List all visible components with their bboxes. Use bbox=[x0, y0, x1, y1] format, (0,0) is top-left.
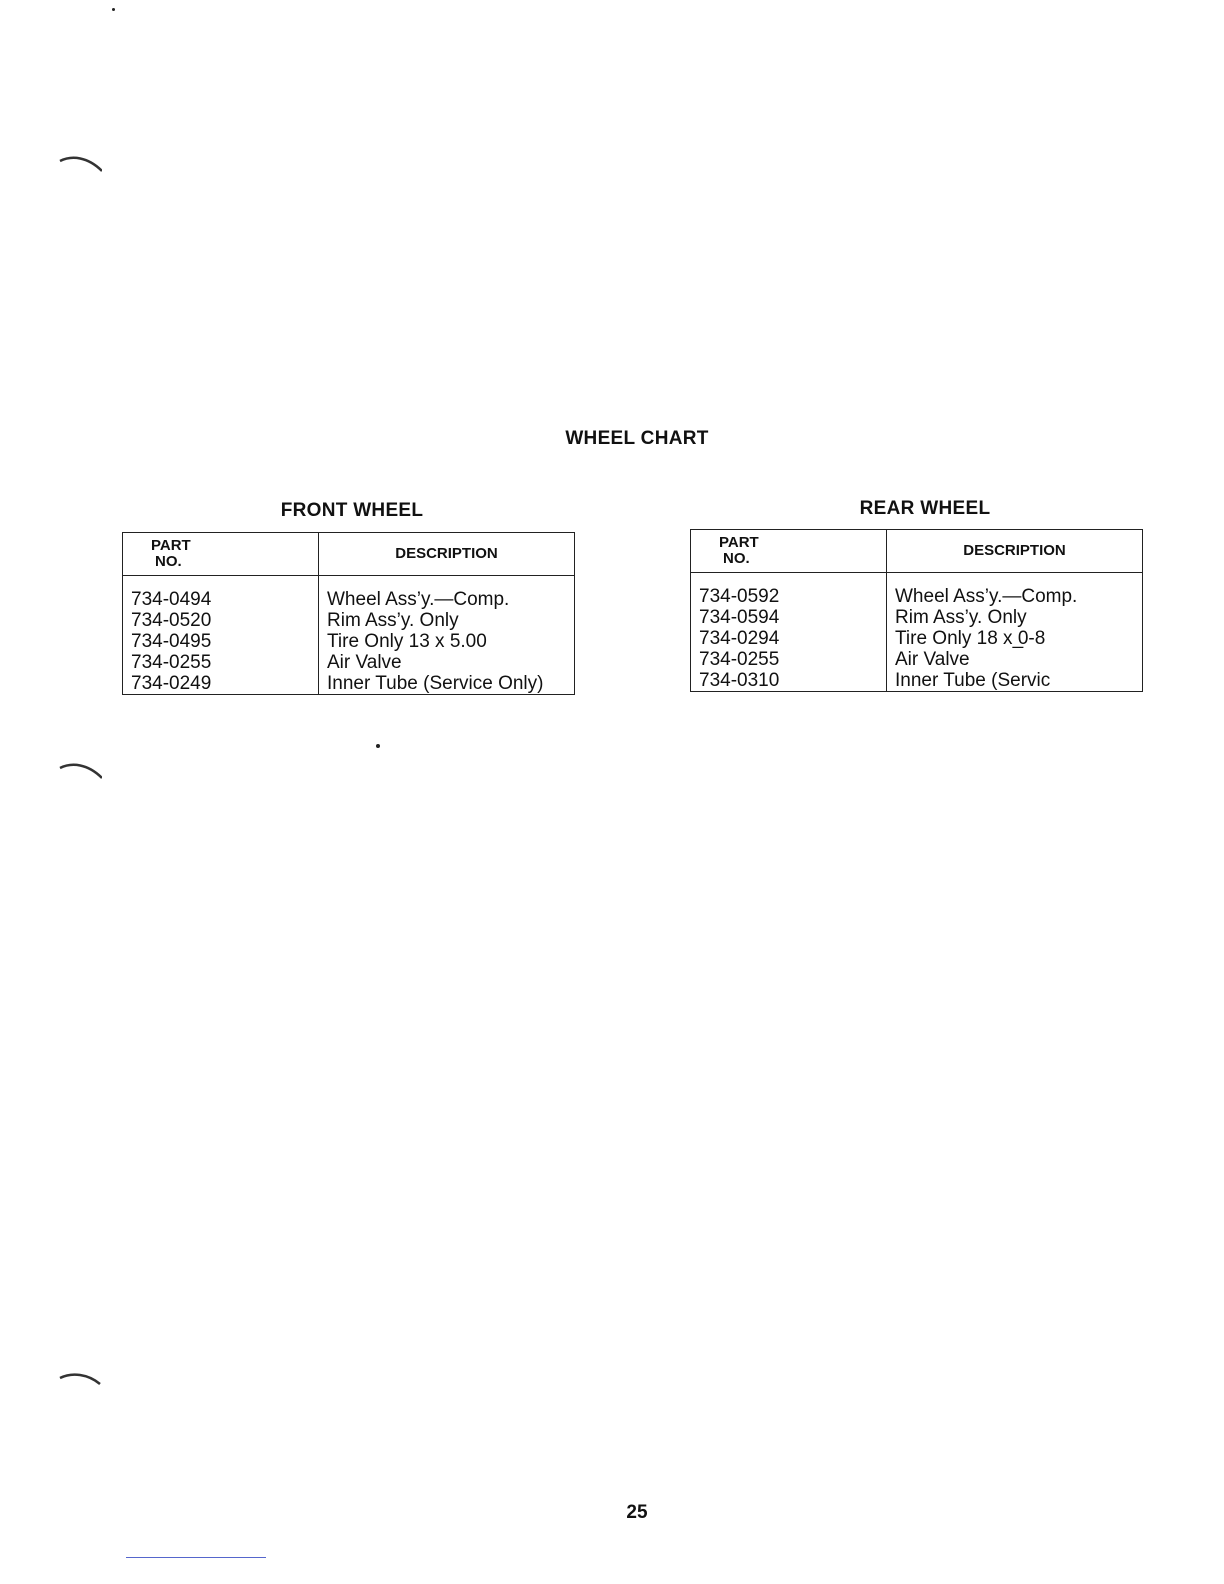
binding-hole-mark bbox=[58, 1370, 102, 1390]
table-row bbox=[123, 652, 575, 673]
front-wheel-title: FRONT WHEEL bbox=[280, 500, 424, 521]
part-no-cell: 734-0520 bbox=[123, 610, 319, 631]
description-header: DESCRIPTION bbox=[887, 530, 1143, 573]
table-row bbox=[691, 607, 1143, 628]
table-row bbox=[691, 628, 1143, 649]
part-no-cell: 734-0294 bbox=[691, 628, 887, 649]
binding-hole-mark bbox=[58, 155, 102, 175]
bottom-scan-line bbox=[126, 1557, 266, 1558]
part-no-header: PART NO. bbox=[691, 530, 887, 573]
description-cell: Wheel Ass’y.—Comp. bbox=[319, 576, 575, 611]
part-no-cell: 734-0255 bbox=[691, 649, 887, 670]
part-no-cell: 734-0594 bbox=[691, 607, 887, 628]
table-header-row bbox=[123, 533, 575, 576]
description-cell: Tire Only 18 x ̲0-8 bbox=[887, 628, 1143, 649]
page-title: WHEEL CHART bbox=[565, 428, 709, 449]
table-row bbox=[123, 576, 575, 611]
table-row bbox=[691, 649, 1143, 670]
table-header-row bbox=[691, 530, 1143, 573]
part-no-cell: 734-0494 bbox=[123, 576, 319, 611]
part-no-cell: 734-0310 bbox=[691, 670, 887, 692]
description-header: DESCRIPTION bbox=[319, 533, 575, 576]
description-cell: Air Valve bbox=[319, 652, 575, 673]
description-cell: Air Valve bbox=[887, 649, 1143, 670]
description-cell: Rim Ass’y. Only bbox=[887, 607, 1143, 628]
part-no-cell: 734-0495 bbox=[123, 631, 319, 652]
part-no-cell: 734-0249 bbox=[123, 673, 319, 695]
page-number: 25 bbox=[626, 1502, 648, 1523]
table-row bbox=[691, 573, 1143, 608]
table-row bbox=[123, 610, 575, 631]
part-no-header: PART NO. bbox=[123, 533, 319, 576]
description-cell: Inner Tube (Servic bbox=[887, 670, 1143, 692]
table-row bbox=[123, 673, 575, 695]
rear-wheel-title: REAR WHEEL bbox=[859, 498, 991, 519]
table-row bbox=[691, 670, 1143, 692]
part-no-cell: 734-0255 bbox=[123, 652, 319, 673]
rear-wheel-table bbox=[690, 529, 1143, 692]
front-wheel-table bbox=[122, 532, 575, 695]
description-cell: Rim Ass’y. Only bbox=[319, 610, 575, 631]
description-cell: Wheel Ass’y.—Comp. bbox=[887, 573, 1143, 608]
description-cell: Tire Only 13 x 5.00 bbox=[319, 631, 575, 652]
ink-speck bbox=[376, 744, 380, 748]
description-cell: Inner Tube (Service Only) bbox=[319, 673, 575, 695]
part-no-cell: 734-0592 bbox=[691, 573, 887, 608]
binding-hole-mark bbox=[58, 762, 102, 782]
table-row bbox=[123, 631, 575, 652]
ink-speck bbox=[112, 8, 115, 11]
